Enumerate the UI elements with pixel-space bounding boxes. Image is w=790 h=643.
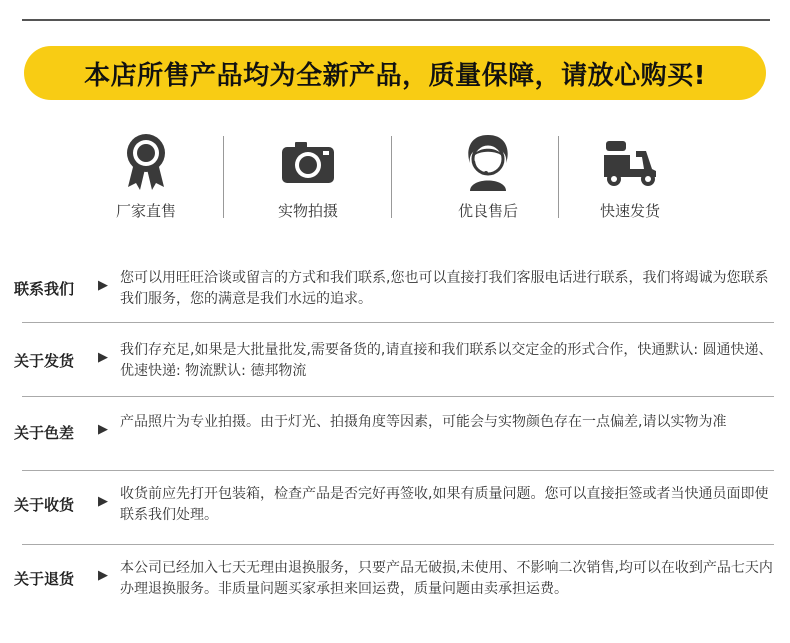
row-divider [22,470,774,471]
row-divider [22,544,774,545]
info-row-text: 产品照片为专业拍摄。由于灯光、拍摄角度等因素，可能会与实物颜色存在一点偏差,请以实物为准 [120,414,727,430]
feature-real-photos [238,130,378,221]
play-arrow-icon: ▶ [98,278,108,293]
feature-factory-direct [76,130,216,221]
feature-label: 优良售后 [457,202,518,220]
feature-after-sales [418,130,558,221]
info-row-title: 关于色差 [14,424,75,442]
info-row-title: 关于收货 [14,496,75,514]
info-row-text: 本公司已经加入七天无理由退换服务，只要产品无破损,未使用、不影响二次销售,均可以在收到产品七天内办理退换服务。非质量问题买家承担来回运费，质量问题由卖承担运费。 [120,560,773,597]
row-divider [22,322,774,323]
info-row-text: 收货前应先打开包装箱，检查产品是否完好再签收,如果有质量问题。您可以直接拒签或者当快通员面即使联系我们处理。 [120,486,769,523]
play-arrow-icon: ▶ [98,568,108,583]
info-row-text: 您可以用旺旺洽谈或留言的方式和我们联系,您也可以直接打我们客服电话进行联系，我们将竭诚为您联系我们服务，您的满意是我们水远的追求。 [120,270,769,307]
camera-icon [238,130,378,194]
feature-divider [223,136,224,218]
info-row-title: 关于发货 [14,352,75,370]
promo-banner [24,46,766,100]
play-arrow-icon: ▶ [98,422,108,437]
feature-divider [391,136,392,218]
banner-text: 本店所售产品均为全新产品，质量保障，请放心购买! [84,60,706,91]
feature-label: 快速发货 [599,202,660,220]
info-row-text: 我们存充足,如果是大批量批发,需要备货的,请直接和我们联系以交定金的形式合作，快通默认: 圆通快递、优速快递: 物流默认: 德邦物流 [120,342,773,379]
ribbon-award-icon [76,130,216,194]
feature-strip [0,130,790,225]
scooter-icon [560,130,700,194]
info-row-title: 关于退货 [14,570,75,588]
feature-label: 实物拍摄 [277,202,338,220]
play-arrow-icon: ▶ [98,494,108,509]
row-divider [22,396,774,397]
feature-divider [558,136,559,218]
info-row-title: 联系我们 [14,280,75,298]
customer-service-icon [418,130,558,194]
play-arrow-icon: ▶ [98,350,108,365]
feature-label: 厂家直售 [115,202,176,220]
top-divider [22,19,770,21]
feature-fast-shipping [560,130,700,221]
